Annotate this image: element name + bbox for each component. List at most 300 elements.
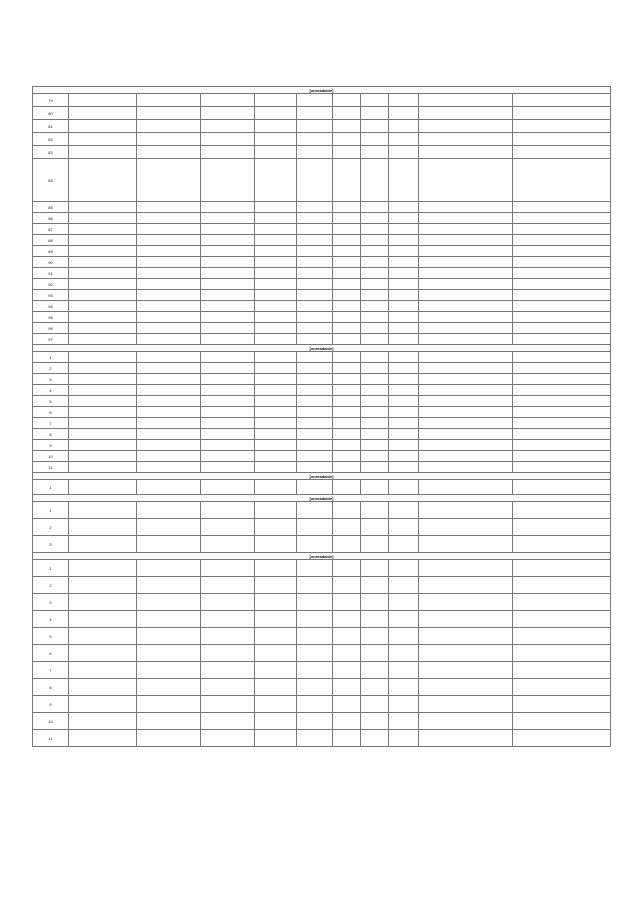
remark bbox=[513, 462, 611, 473]
table-row bbox=[33, 594, 611, 611]
coordinates bbox=[201, 146, 255, 159]
area-value bbox=[297, 334, 333, 345]
remark bbox=[513, 628, 611, 645]
table-row bbox=[33, 323, 611, 334]
remark bbox=[513, 560, 611, 577]
object-address bbox=[137, 323, 201, 334]
object-name bbox=[69, 429, 137, 440]
object-address bbox=[137, 662, 201, 679]
capacity-value bbox=[389, 202, 419, 213]
coordinates bbox=[201, 235, 255, 246]
coordinates bbox=[201, 279, 255, 290]
volume-value bbox=[361, 268, 389, 279]
volume-value bbox=[361, 628, 389, 645]
area-value bbox=[297, 429, 333, 440]
row-number: 82 bbox=[33, 133, 69, 146]
object-type bbox=[255, 290, 297, 301]
volume-value bbox=[361, 440, 389, 451]
table-row bbox=[33, 257, 611, 268]
capacity-value bbox=[389, 235, 419, 246]
remark bbox=[513, 662, 611, 679]
object-address bbox=[137, 480, 201, 495]
volume-value bbox=[361, 730, 389, 747]
remark bbox=[513, 352, 611, 363]
area-value bbox=[297, 268, 333, 279]
capacity-value bbox=[389, 323, 419, 334]
count-value bbox=[333, 159, 361, 202]
object-address bbox=[137, 440, 201, 451]
table-row bbox=[33, 730, 611, 747]
remark bbox=[513, 279, 611, 290]
count-value bbox=[333, 290, 361, 301]
object-address bbox=[137, 628, 201, 645]
capacity-value bbox=[389, 146, 419, 159]
volume-value bbox=[361, 352, 389, 363]
remark bbox=[513, 94, 611, 107]
count-value bbox=[333, 451, 361, 462]
table-row bbox=[33, 301, 611, 312]
area-value bbox=[297, 440, 333, 451]
volume-value bbox=[361, 536, 389, 553]
row-number: 86 bbox=[33, 213, 69, 224]
organization bbox=[419, 159, 513, 202]
object-address bbox=[137, 560, 201, 577]
object-name bbox=[69, 268, 137, 279]
organization bbox=[419, 679, 513, 696]
area-value bbox=[297, 301, 333, 312]
count-value bbox=[333, 202, 361, 213]
coordinates bbox=[201, 628, 255, 645]
organization bbox=[419, 645, 513, 662]
remark bbox=[513, 730, 611, 747]
object-name bbox=[69, 352, 137, 363]
organization bbox=[419, 146, 513, 159]
count-value bbox=[333, 713, 361, 730]
organization bbox=[419, 611, 513, 628]
capacity-value bbox=[389, 462, 419, 473]
row-number: 97 bbox=[33, 334, 69, 345]
object-address bbox=[137, 107, 201, 120]
table-row bbox=[33, 133, 611, 146]
volume-value bbox=[361, 235, 389, 246]
capacity-value bbox=[389, 480, 419, 495]
area-value bbox=[297, 730, 333, 747]
area-value bbox=[297, 120, 333, 133]
table-row bbox=[33, 290, 611, 301]
coordinates bbox=[201, 385, 255, 396]
area-value bbox=[297, 224, 333, 235]
object-name bbox=[69, 94, 137, 107]
capacity-value bbox=[389, 159, 419, 202]
object-type bbox=[255, 224, 297, 235]
object-name bbox=[69, 279, 137, 290]
section-header-row bbox=[33, 345, 611, 352]
object-name bbox=[69, 662, 137, 679]
organization bbox=[419, 385, 513, 396]
coordinates bbox=[201, 407, 255, 418]
capacity-value bbox=[389, 594, 419, 611]
coordinates bbox=[201, 679, 255, 696]
table-row bbox=[33, 502, 611, 519]
volume-value bbox=[361, 577, 389, 594]
organization bbox=[419, 696, 513, 713]
capacity-value bbox=[389, 536, 419, 553]
area-value bbox=[297, 312, 333, 323]
capacity-value bbox=[389, 429, 419, 440]
area-value bbox=[297, 577, 333, 594]
table-row bbox=[33, 374, 611, 385]
count-value bbox=[333, 235, 361, 246]
object-address bbox=[137, 374, 201, 385]
object-name bbox=[69, 577, 137, 594]
row-number: 81 bbox=[33, 120, 69, 133]
area-value bbox=[297, 645, 333, 662]
count-value bbox=[333, 146, 361, 159]
object-type bbox=[255, 334, 297, 345]
area-value bbox=[297, 290, 333, 301]
row-number: 87 bbox=[33, 224, 69, 235]
volume-value bbox=[361, 713, 389, 730]
object-name bbox=[69, 451, 137, 462]
object-address bbox=[137, 94, 201, 107]
organization bbox=[419, 301, 513, 312]
capacity-value bbox=[389, 396, 419, 407]
table-row bbox=[33, 363, 611, 374]
table-row bbox=[33, 94, 611, 107]
count-value bbox=[333, 224, 361, 235]
capacity-value bbox=[389, 679, 419, 696]
capacity-value bbox=[389, 577, 419, 594]
object-type bbox=[255, 94, 297, 107]
capacity-value bbox=[389, 560, 419, 577]
remark bbox=[513, 577, 611, 594]
count-value bbox=[333, 279, 361, 290]
capacity-value bbox=[389, 713, 419, 730]
organization bbox=[419, 202, 513, 213]
organization bbox=[419, 290, 513, 301]
object-name bbox=[69, 257, 137, 268]
object-type bbox=[255, 429, 297, 440]
coordinates bbox=[201, 363, 255, 374]
object-name bbox=[69, 536, 137, 553]
object-type bbox=[255, 679, 297, 696]
object-name bbox=[69, 290, 137, 301]
object-address bbox=[137, 312, 201, 323]
organization bbox=[419, 519, 513, 536]
capacity-value bbox=[389, 312, 419, 323]
capacity-value bbox=[389, 334, 419, 345]
capacity-value bbox=[389, 645, 419, 662]
organization bbox=[419, 94, 513, 107]
object-type bbox=[255, 536, 297, 553]
volume-value bbox=[361, 159, 389, 202]
coordinates bbox=[201, 224, 255, 235]
row-number: 6 bbox=[33, 645, 69, 662]
row-number: 7 bbox=[33, 662, 69, 679]
object-address bbox=[137, 268, 201, 279]
organization bbox=[419, 480, 513, 495]
count-value bbox=[333, 334, 361, 345]
organization bbox=[419, 133, 513, 146]
coordinates bbox=[201, 611, 255, 628]
object-address bbox=[137, 246, 201, 257]
object-address bbox=[137, 645, 201, 662]
remark bbox=[513, 594, 611, 611]
capacity-value bbox=[389, 224, 419, 235]
organization bbox=[419, 279, 513, 290]
object-type bbox=[255, 159, 297, 202]
coordinates bbox=[201, 594, 255, 611]
area-value bbox=[297, 279, 333, 290]
object-type bbox=[255, 363, 297, 374]
remark bbox=[513, 301, 611, 312]
coordinates bbox=[201, 334, 255, 345]
volume-value bbox=[361, 334, 389, 345]
count-value bbox=[333, 611, 361, 628]
volume-value bbox=[361, 611, 389, 628]
count-value bbox=[333, 536, 361, 553]
row-number: 80 bbox=[33, 107, 69, 120]
coordinates bbox=[201, 323, 255, 334]
object-type bbox=[255, 257, 297, 268]
table-row bbox=[33, 312, 611, 323]
table-row bbox=[33, 713, 611, 730]
count-value bbox=[333, 418, 361, 429]
coordinates bbox=[201, 374, 255, 385]
volume-value bbox=[361, 519, 389, 536]
count-value bbox=[333, 645, 361, 662]
table-row bbox=[33, 696, 611, 713]
remark bbox=[513, 334, 611, 345]
organization bbox=[419, 363, 513, 374]
area-value bbox=[297, 159, 333, 202]
coordinates bbox=[201, 312, 255, 323]
row-number: 89 bbox=[33, 246, 69, 257]
coordinates bbox=[201, 519, 255, 536]
capacity-value bbox=[389, 502, 419, 519]
object-address bbox=[137, 279, 201, 290]
capacity-value bbox=[389, 363, 419, 374]
object-type bbox=[255, 611, 297, 628]
coordinates bbox=[201, 429, 255, 440]
object-name bbox=[69, 519, 137, 536]
table-row bbox=[33, 224, 611, 235]
object-type bbox=[255, 462, 297, 473]
capacity-value bbox=[389, 133, 419, 146]
coordinates bbox=[201, 133, 255, 146]
row-number: 10 bbox=[33, 451, 69, 462]
organization bbox=[419, 440, 513, 451]
remark bbox=[513, 202, 611, 213]
table-row bbox=[33, 645, 611, 662]
remark bbox=[513, 323, 611, 334]
volume-value bbox=[361, 133, 389, 146]
capacity-value bbox=[389, 290, 419, 301]
row-number: 5 bbox=[33, 396, 69, 407]
area-value bbox=[297, 257, 333, 268]
volume-value bbox=[361, 279, 389, 290]
row-number: 91 bbox=[33, 268, 69, 279]
object-name bbox=[69, 224, 137, 235]
object-type bbox=[255, 146, 297, 159]
row-number: 7 bbox=[33, 418, 69, 429]
area-value bbox=[297, 374, 333, 385]
object-name bbox=[69, 312, 137, 323]
organization bbox=[419, 462, 513, 473]
capacity-value bbox=[389, 611, 419, 628]
organization bbox=[419, 662, 513, 679]
area-value bbox=[297, 202, 333, 213]
count-value bbox=[333, 662, 361, 679]
object-name bbox=[69, 301, 137, 312]
object-name bbox=[69, 235, 137, 246]
organization bbox=[419, 312, 513, 323]
object-name bbox=[69, 202, 137, 213]
coordinates bbox=[201, 536, 255, 553]
object-address bbox=[137, 429, 201, 440]
object-type bbox=[255, 560, 297, 577]
object-address bbox=[137, 679, 201, 696]
remark bbox=[513, 374, 611, 385]
object-name bbox=[69, 713, 137, 730]
capacity-value bbox=[389, 730, 419, 747]
capacity-value bbox=[389, 94, 419, 107]
table-row bbox=[33, 120, 611, 133]
area-value bbox=[297, 418, 333, 429]
table-row bbox=[33, 159, 611, 202]
remark bbox=[513, 385, 611, 396]
table-row bbox=[33, 235, 611, 246]
row-number: 88 bbox=[33, 235, 69, 246]
count-value bbox=[333, 133, 361, 146]
capacity-value bbox=[389, 107, 419, 120]
object-address bbox=[137, 159, 201, 202]
object-name bbox=[69, 159, 137, 202]
area-value bbox=[297, 133, 333, 146]
remark bbox=[513, 696, 611, 713]
coordinates bbox=[201, 560, 255, 577]
count-value bbox=[333, 246, 361, 257]
organization bbox=[419, 730, 513, 747]
row-number: 11 bbox=[33, 462, 69, 473]
organization bbox=[419, 374, 513, 385]
capacity-value bbox=[389, 696, 419, 713]
count-value bbox=[333, 429, 361, 440]
remark bbox=[513, 396, 611, 407]
registry-table bbox=[32, 86, 611, 747]
coordinates bbox=[201, 730, 255, 747]
object-type bbox=[255, 352, 297, 363]
volume-value bbox=[361, 594, 389, 611]
table-row bbox=[33, 213, 611, 224]
remark bbox=[513, 418, 611, 429]
table-row bbox=[33, 352, 611, 363]
organization bbox=[419, 120, 513, 133]
coordinates bbox=[201, 451, 255, 462]
remark bbox=[513, 235, 611, 246]
count-value bbox=[333, 257, 361, 268]
organization bbox=[419, 213, 513, 224]
organization bbox=[419, 429, 513, 440]
object-type bbox=[255, 519, 297, 536]
capacity-value bbox=[389, 257, 419, 268]
coordinates bbox=[201, 120, 255, 133]
area-value bbox=[297, 385, 333, 396]
remark bbox=[513, 363, 611, 374]
object-type bbox=[255, 594, 297, 611]
table-row bbox=[33, 407, 611, 418]
area-value bbox=[297, 713, 333, 730]
organization bbox=[419, 407, 513, 418]
area-value bbox=[297, 363, 333, 374]
volume-value bbox=[361, 312, 389, 323]
volume-value bbox=[361, 363, 389, 374]
count-value bbox=[333, 120, 361, 133]
row-number: 83 bbox=[33, 146, 69, 159]
count-value bbox=[333, 94, 361, 107]
section-header: [unreadable] bbox=[33, 345, 611, 352]
count-value bbox=[333, 462, 361, 473]
capacity-value bbox=[389, 662, 419, 679]
coordinates bbox=[201, 502, 255, 519]
table-row bbox=[33, 536, 611, 553]
object-name bbox=[69, 374, 137, 385]
object-name bbox=[69, 418, 137, 429]
row-number: 3 bbox=[33, 594, 69, 611]
volume-value bbox=[361, 645, 389, 662]
object-name bbox=[69, 385, 137, 396]
object-address bbox=[137, 352, 201, 363]
count-value bbox=[333, 519, 361, 536]
coordinates bbox=[201, 159, 255, 202]
row-number: 95 bbox=[33, 312, 69, 323]
object-name bbox=[69, 107, 137, 120]
table-row bbox=[33, 662, 611, 679]
object-name bbox=[69, 480, 137, 495]
object-type bbox=[255, 235, 297, 246]
coordinates bbox=[201, 202, 255, 213]
object-name bbox=[69, 133, 137, 146]
table-row bbox=[33, 396, 611, 407]
count-value bbox=[333, 679, 361, 696]
remark bbox=[513, 713, 611, 730]
volume-value bbox=[361, 396, 389, 407]
coordinates bbox=[201, 577, 255, 594]
count-value bbox=[333, 301, 361, 312]
object-address bbox=[137, 290, 201, 301]
volume-value bbox=[361, 480, 389, 495]
remark bbox=[513, 440, 611, 451]
area-value bbox=[297, 536, 333, 553]
object-type bbox=[255, 213, 297, 224]
capacity-value bbox=[389, 268, 419, 279]
remark bbox=[513, 246, 611, 257]
area-value bbox=[297, 352, 333, 363]
count-value bbox=[333, 577, 361, 594]
area-value bbox=[297, 462, 333, 473]
organization bbox=[419, 418, 513, 429]
table-row bbox=[33, 611, 611, 628]
coordinates bbox=[201, 268, 255, 279]
row-number: 92 bbox=[33, 279, 69, 290]
object-address bbox=[137, 334, 201, 345]
object-address bbox=[137, 146, 201, 159]
area-value bbox=[297, 94, 333, 107]
section-header-row bbox=[33, 553, 611, 560]
table-row bbox=[33, 279, 611, 290]
remark bbox=[513, 107, 611, 120]
row-number: 1 bbox=[33, 480, 69, 495]
